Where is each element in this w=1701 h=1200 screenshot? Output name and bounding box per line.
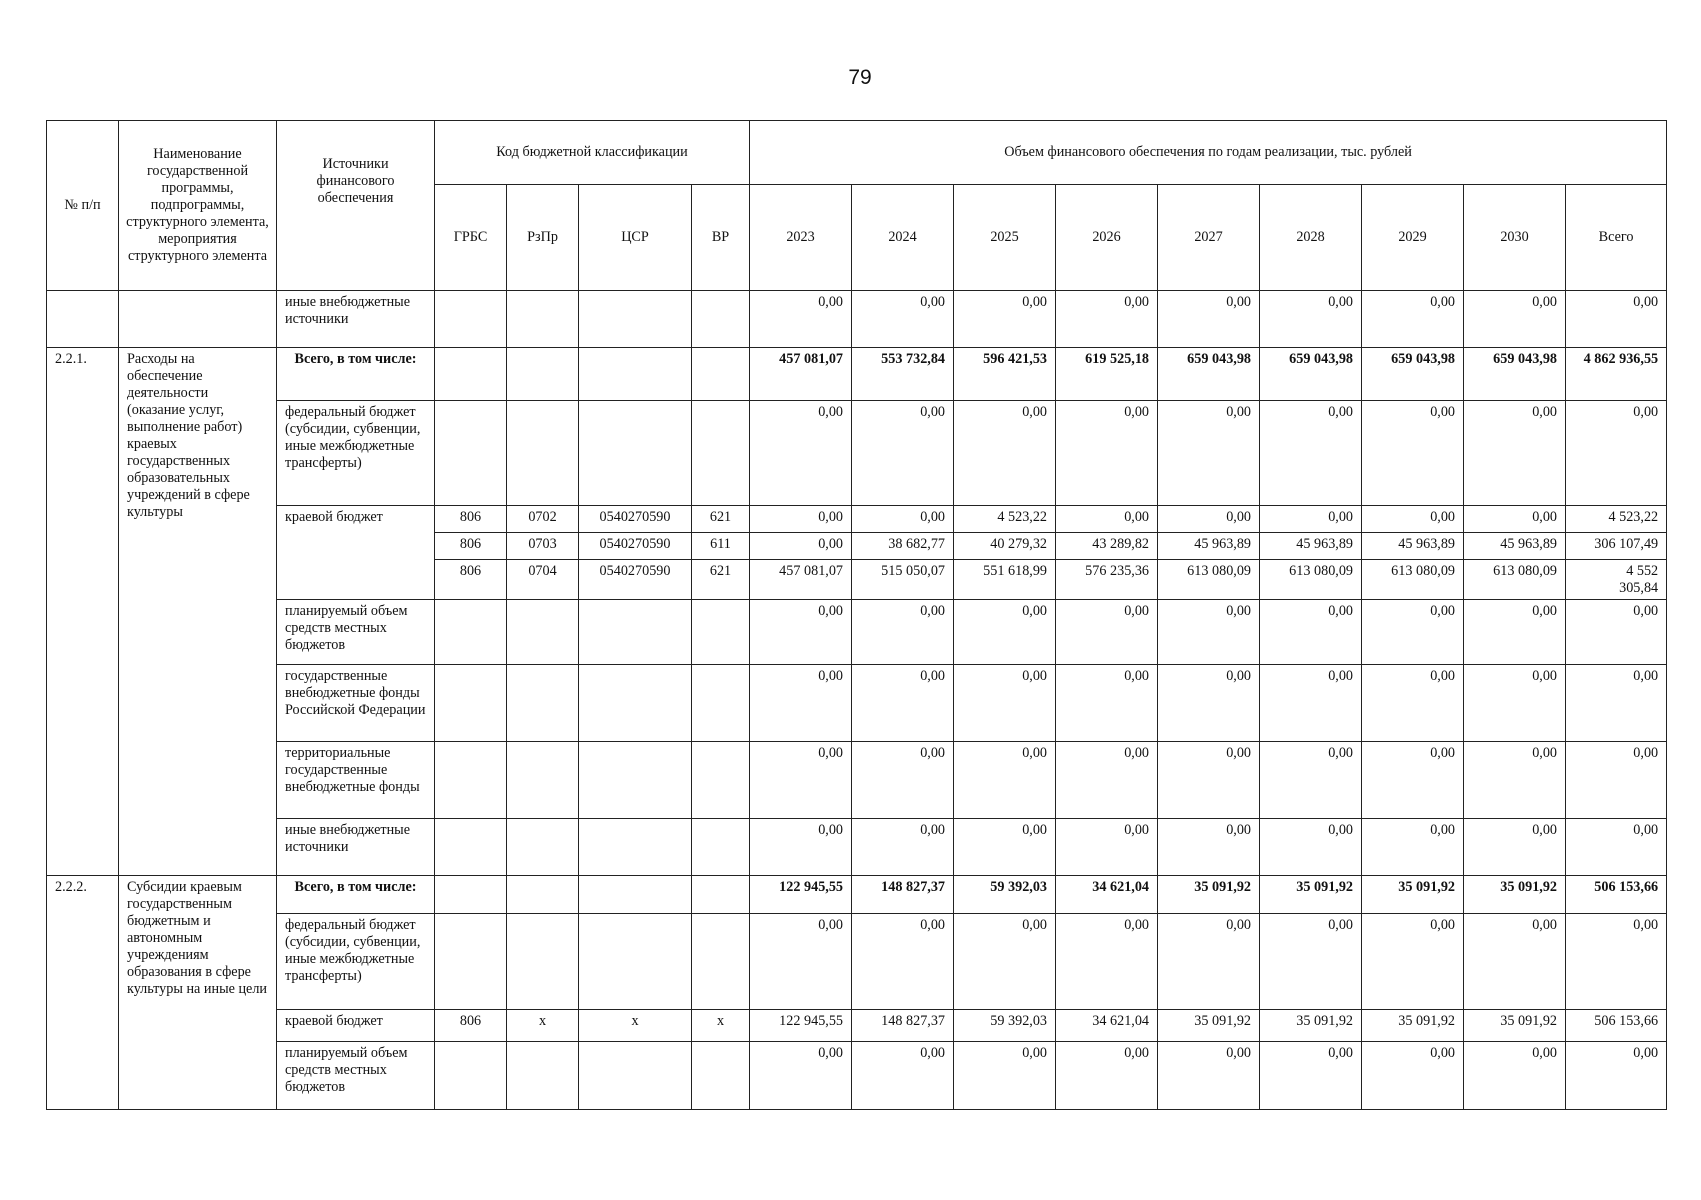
row-source: краевой бюджет bbox=[277, 506, 435, 600]
cell-csr bbox=[579, 914, 692, 1010]
cell-total: 0,00 bbox=[1566, 914, 1667, 1010]
cell-vr: х bbox=[692, 1010, 750, 1042]
cell-2023: 0,00 bbox=[750, 1042, 852, 1110]
cell-2025: 40 279,32 bbox=[954, 533, 1056, 560]
cell-2023: 0,00 bbox=[750, 506, 852, 533]
cell-2023: 0,00 bbox=[750, 665, 852, 742]
cell-rzpr bbox=[507, 665, 579, 742]
table-row bbox=[47, 291, 1667, 348]
cell-2027: 45 963,89 bbox=[1158, 533, 1260, 560]
cell-2029: 45 963,89 bbox=[1362, 533, 1464, 560]
cell-2030: 0,00 bbox=[1464, 914, 1566, 1010]
cell-grbs bbox=[435, 665, 507, 742]
cell-grbs bbox=[435, 742, 507, 819]
cell-2028: 0,00 bbox=[1260, 506, 1362, 533]
cell-rzpr bbox=[507, 348, 579, 401]
cell-total: 506 153,66 bbox=[1566, 876, 1667, 914]
cell-csr bbox=[579, 401, 692, 506]
cell-2025: 0,00 bbox=[954, 291, 1056, 348]
cell-2025: 0,00 bbox=[954, 819, 1056, 876]
cell-2028: 0,00 bbox=[1260, 819, 1362, 876]
cell-2027: 0,00 bbox=[1158, 914, 1260, 1010]
cell-2026: 0,00 bbox=[1056, 600, 1158, 665]
row-source: иные внебюджетные источники bbox=[277, 291, 435, 348]
cell-2026: 576 235,36 bbox=[1056, 560, 1158, 600]
cell-2025: 551 618,99 bbox=[954, 560, 1056, 600]
col-header-2024: 2024 bbox=[852, 185, 954, 291]
cell-rzpr bbox=[507, 742, 579, 819]
cell-2025: 0,00 bbox=[954, 401, 1056, 506]
cell-rzpr bbox=[507, 914, 579, 1010]
cell-vr bbox=[692, 401, 750, 506]
cell-csr bbox=[579, 876, 692, 914]
cell-2030: 0,00 bbox=[1464, 506, 1566, 533]
cell-2030: 0,00 bbox=[1464, 600, 1566, 665]
col-header-num: № п/п bbox=[47, 121, 119, 291]
cell-grbs bbox=[435, 348, 507, 401]
cell-csr bbox=[579, 742, 692, 819]
cell-2027: 0,00 bbox=[1158, 401, 1260, 506]
cell-2025: 59 392,03 bbox=[954, 876, 1056, 914]
row-source: иные внебюджетные источники bbox=[277, 819, 435, 876]
cell-rzpr: 0704 bbox=[507, 560, 579, 600]
col-header-source: Источники финансового обеспечения bbox=[277, 121, 435, 291]
cell-2028: 659 043,98 bbox=[1260, 348, 1362, 401]
row-name bbox=[119, 291, 277, 348]
cell-2027: 0,00 bbox=[1158, 742, 1260, 819]
cell-2023: 122 945,55 bbox=[750, 1010, 852, 1042]
cell-2027: 659 043,98 bbox=[1158, 348, 1260, 401]
cell-2024: 0,00 bbox=[852, 291, 954, 348]
cell-2024: 38 682,77 bbox=[852, 533, 954, 560]
cell-2028: 0,00 bbox=[1260, 600, 1362, 665]
cell-2027: 0,00 bbox=[1158, 819, 1260, 876]
table-row bbox=[47, 914, 1667, 1010]
cell-2026: 0,00 bbox=[1056, 742, 1158, 819]
table-row bbox=[47, 506, 1667, 533]
cell-2024: 148 827,37 bbox=[852, 1010, 954, 1042]
cell-total: 4 862 936,55 bbox=[1566, 348, 1667, 401]
cell-2027: 0,00 bbox=[1158, 600, 1260, 665]
cell-total: 0,00 bbox=[1566, 600, 1667, 665]
cell-2026: 34 621,04 bbox=[1056, 1010, 1158, 1042]
cell-2029: 0,00 bbox=[1362, 914, 1464, 1010]
cell-2029: 0,00 bbox=[1362, 600, 1464, 665]
cell-csr bbox=[579, 819, 692, 876]
cell-2030: 0,00 bbox=[1464, 291, 1566, 348]
cell-2025: 0,00 bbox=[954, 665, 1056, 742]
cell-2025: 0,00 bbox=[954, 600, 1056, 665]
cell-2029: 0,00 bbox=[1362, 506, 1464, 533]
table-row bbox=[47, 401, 1667, 506]
cell-total: 0,00 bbox=[1566, 742, 1667, 819]
cell-total: 0,00 bbox=[1566, 665, 1667, 742]
cell-2027: 0,00 bbox=[1158, 1042, 1260, 1110]
row-source: краевой бюджет bbox=[277, 1010, 435, 1042]
cell-2024: 148 827,37 bbox=[852, 876, 954, 914]
col-header-2028: 2028 bbox=[1260, 185, 1362, 291]
cell-vr bbox=[692, 291, 750, 348]
cell-2023: 0,00 bbox=[750, 600, 852, 665]
cell-2024: 0,00 bbox=[852, 914, 954, 1010]
table-row bbox=[47, 1042, 1667, 1110]
cell-rzpr bbox=[507, 1042, 579, 1110]
cell-2028: 0,00 bbox=[1260, 742, 1362, 819]
row-source: планируемый объем средств местных бюджетов bbox=[277, 600, 435, 665]
cell-csr: 0540270590 bbox=[579, 560, 692, 600]
cell-2028: 0,00 bbox=[1260, 401, 1362, 506]
cell-rzpr: 0703 bbox=[507, 533, 579, 560]
cell-2030: 0,00 bbox=[1464, 742, 1566, 819]
cell-csr bbox=[579, 665, 692, 742]
cell-2030: 45 963,89 bbox=[1464, 533, 1566, 560]
cell-2030: 0,00 bbox=[1464, 665, 1566, 742]
row-num: 2.2.1. bbox=[47, 348, 119, 876]
cell-2028: 0,00 bbox=[1260, 1042, 1362, 1110]
col-header-2027: 2027 bbox=[1158, 185, 1260, 291]
cell-2030: 35 091,92 bbox=[1464, 1010, 1566, 1042]
cell-grbs bbox=[435, 291, 507, 348]
cell-grbs: 806 bbox=[435, 560, 507, 600]
cell-total: 0,00 bbox=[1566, 1042, 1667, 1110]
cell-2026: 0,00 bbox=[1056, 401, 1158, 506]
cell-2023: 0,00 bbox=[750, 401, 852, 506]
cell-2026: 0,00 bbox=[1056, 665, 1158, 742]
row-source: Всего, в том числе: bbox=[277, 876, 435, 914]
cell-csr: х bbox=[579, 1010, 692, 1042]
cell-2029: 35 091,92 bbox=[1362, 876, 1464, 914]
cell-total: 0,00 bbox=[1566, 291, 1667, 348]
cell-2029: 0,00 bbox=[1362, 742, 1464, 819]
cell-2024: 0,00 bbox=[852, 742, 954, 819]
cell-2023: 0,00 bbox=[750, 533, 852, 560]
col-header-2030: 2030 bbox=[1464, 185, 1566, 291]
table-row bbox=[47, 1010, 1667, 1042]
cell-2030: 659 043,98 bbox=[1464, 348, 1566, 401]
cell-csr: 0540270590 bbox=[579, 533, 692, 560]
budget-table bbox=[46, 120, 1667, 1110]
table-row bbox=[47, 742, 1667, 819]
cell-2030: 0,00 bbox=[1464, 819, 1566, 876]
cell-2025: 0,00 bbox=[954, 742, 1056, 819]
cell-rzpr bbox=[507, 876, 579, 914]
cell-2025: 59 392,03 bbox=[954, 1010, 1056, 1042]
cell-grbs bbox=[435, 914, 507, 1010]
cell-2024: 0,00 bbox=[852, 401, 954, 506]
cell-grbs: 806 bbox=[435, 506, 507, 533]
cell-csr bbox=[579, 600, 692, 665]
col-header-grbs: ГРБС bbox=[435, 185, 507, 291]
col-header-rzpr: РзПр bbox=[507, 185, 579, 291]
cell-2029: 0,00 bbox=[1362, 665, 1464, 742]
cell-2028: 35 091,92 bbox=[1260, 1010, 1362, 1042]
cell-2024: 0,00 bbox=[852, 665, 954, 742]
cell-2024: 0,00 bbox=[852, 819, 954, 876]
table-row bbox=[47, 819, 1667, 876]
cell-rzpr: х bbox=[507, 1010, 579, 1042]
cell-2023: 0,00 bbox=[750, 819, 852, 876]
cell-2028: 0,00 bbox=[1260, 665, 1362, 742]
cell-2024: 0,00 bbox=[852, 506, 954, 533]
cell-2026: 43 289,82 bbox=[1056, 533, 1158, 560]
cell-2026: 0,00 bbox=[1056, 819, 1158, 876]
cell-2030: 0,00 bbox=[1464, 1042, 1566, 1110]
cell-2024: 0,00 bbox=[852, 600, 954, 665]
cell-total: 0,00 bbox=[1566, 819, 1667, 876]
cell-csr: 0540270590 bbox=[579, 506, 692, 533]
cell-rzpr bbox=[507, 291, 579, 348]
cell-total: 4 523,22 bbox=[1566, 506, 1667, 533]
cell-2025: 0,00 bbox=[954, 1042, 1056, 1110]
cell-2027: 35 091,92 bbox=[1158, 876, 1260, 914]
cell-2024: 515 050,07 bbox=[852, 560, 954, 600]
cell-2023: 0,00 bbox=[750, 914, 852, 1010]
row-source: федеральный бюджет (субсидии, субвенции, иные межбюджетные трансферты) bbox=[277, 401, 435, 506]
cell-2025: 4 523,22 bbox=[954, 506, 1056, 533]
cell-2025: 0,00 bbox=[954, 914, 1056, 1010]
cell-grbs bbox=[435, 600, 507, 665]
cell-2028: 0,00 bbox=[1260, 291, 1362, 348]
page-number: 79 bbox=[848, 66, 872, 89]
cell-rzpr bbox=[507, 401, 579, 506]
cell-csr bbox=[579, 1042, 692, 1110]
cell-vr bbox=[692, 819, 750, 876]
cell-rzpr bbox=[507, 600, 579, 665]
cell-grbs bbox=[435, 401, 507, 506]
cell-vr bbox=[692, 348, 750, 401]
cell-2026: 0,00 bbox=[1056, 506, 1158, 533]
col-header-name: Наименование государственной программы, подпрограммы, структурного элемента, мероприятия структурного элемента bbox=[119, 121, 277, 291]
col-header-total: Всего bbox=[1566, 185, 1667, 291]
cell-2023: 122 945,55 bbox=[750, 876, 852, 914]
cell-2027: 0,00 bbox=[1158, 665, 1260, 742]
cell-2030: 35 091,92 bbox=[1464, 876, 1566, 914]
cell-2026: 0,00 bbox=[1056, 1042, 1158, 1110]
cell-2027: 35 091,92 bbox=[1158, 1010, 1260, 1042]
cell-rzpr bbox=[507, 819, 579, 876]
cell-2023: 457 081,07 bbox=[750, 560, 852, 600]
cell-csr bbox=[579, 291, 692, 348]
cell-2029: 0,00 bbox=[1362, 819, 1464, 876]
cell-2029: 659 043,98 bbox=[1362, 348, 1464, 401]
cell-2025: 596 421,53 bbox=[954, 348, 1056, 401]
col-header-2029: 2029 bbox=[1362, 185, 1464, 291]
cell-2023: 0,00 bbox=[750, 742, 852, 819]
row-source: федеральный бюджет (субсидии, субвенции, иные межбюджетные трансферты) bbox=[277, 914, 435, 1010]
row-source: государственные внебюджетные фонды Российской Федерации bbox=[277, 665, 435, 742]
cell-2028: 35 091,92 bbox=[1260, 876, 1362, 914]
row-source: планируемый объем средств местных бюджетов bbox=[277, 1042, 435, 1110]
table-row bbox=[47, 348, 1667, 401]
cell-2029: 0,00 bbox=[1362, 1042, 1464, 1110]
cell-total: 4 552 305,84 bbox=[1566, 560, 1667, 600]
cell-2023: 457 081,07 bbox=[750, 348, 852, 401]
cell-2030: 0,00 bbox=[1464, 401, 1566, 506]
cell-2028: 45 963,89 bbox=[1260, 533, 1362, 560]
cell-2028: 0,00 bbox=[1260, 914, 1362, 1010]
cell-vr: 621 bbox=[692, 560, 750, 600]
cell-grbs: 806 bbox=[435, 1010, 507, 1042]
cell-2026: 0,00 bbox=[1056, 291, 1158, 348]
table-header bbox=[47, 121, 1667, 291]
cell-rzpr: 0702 bbox=[507, 506, 579, 533]
row-name: Расходы на обеспечение деятельности (оказание услуг, выполнение работ) краевых государственных образовательных учреждений в сфере культуры bbox=[119, 348, 277, 876]
table-row bbox=[47, 876, 1667, 914]
cell-2024: 553 732,84 bbox=[852, 348, 954, 401]
row-num: 2.2.2. bbox=[47, 876, 119, 1110]
row-source: территориальные государственные внебюджетные фонды bbox=[277, 742, 435, 819]
cell-2024: 0,00 bbox=[852, 1042, 954, 1110]
cell-grbs bbox=[435, 876, 507, 914]
cell-vr bbox=[692, 876, 750, 914]
cell-grbs bbox=[435, 819, 507, 876]
row-name: Субсидии краевым государственным бюджетным и автономным учреждениям образования в сфере культуры на иные цели bbox=[119, 876, 277, 1110]
cell-vr: 611 bbox=[692, 533, 750, 560]
cell-vr: 621 bbox=[692, 506, 750, 533]
row-source: Всего, в том числе: bbox=[277, 348, 435, 401]
cell-2028: 613 080,09 bbox=[1260, 560, 1362, 600]
col-header-2026: 2026 bbox=[1056, 185, 1158, 291]
cell-2026: 0,00 bbox=[1056, 914, 1158, 1010]
cell-2029: 0,00 bbox=[1362, 401, 1464, 506]
cell-grbs: 806 bbox=[435, 533, 507, 560]
cell-vr bbox=[692, 665, 750, 742]
table-row bbox=[47, 600, 1667, 665]
cell-2030: 613 080,09 bbox=[1464, 560, 1566, 600]
cell-csr bbox=[579, 348, 692, 401]
cell-2026: 619 525,18 bbox=[1056, 348, 1158, 401]
row-num bbox=[47, 291, 119, 348]
cell-vr bbox=[692, 1042, 750, 1110]
cell-2027: 0,00 bbox=[1158, 291, 1260, 348]
col-header-2023: 2023 bbox=[750, 185, 852, 291]
cell-2023: 0,00 bbox=[750, 291, 852, 348]
cell-vr bbox=[692, 742, 750, 819]
cell-2027: 613 080,09 bbox=[1158, 560, 1260, 600]
cell-total: 506 153,66 bbox=[1566, 1010, 1667, 1042]
cell-vr bbox=[692, 600, 750, 665]
cell-2029: 35 091,92 bbox=[1362, 1010, 1464, 1042]
cell-total: 0,00 bbox=[1566, 401, 1667, 506]
cell-2029: 613 080,09 bbox=[1362, 560, 1464, 600]
col-header-2025: 2025 bbox=[954, 185, 1056, 291]
cell-total: 306 107,49 bbox=[1566, 533, 1667, 560]
col-header-vr: ВР bbox=[692, 185, 750, 291]
group-header-code: Код бюджетной классификации bbox=[435, 121, 750, 185]
table-row bbox=[47, 665, 1667, 742]
cell-2026: 34 621,04 bbox=[1056, 876, 1158, 914]
cell-grbs bbox=[435, 1042, 507, 1110]
group-header-volume: Объем финансового обеспечения по годам реализации, тыс. рублей bbox=[750, 121, 1667, 185]
cell-vr bbox=[692, 914, 750, 1010]
cell-2027: 0,00 bbox=[1158, 506, 1260, 533]
cell-2029: 0,00 bbox=[1362, 291, 1464, 348]
col-header-csr: ЦСР bbox=[579, 185, 692, 291]
